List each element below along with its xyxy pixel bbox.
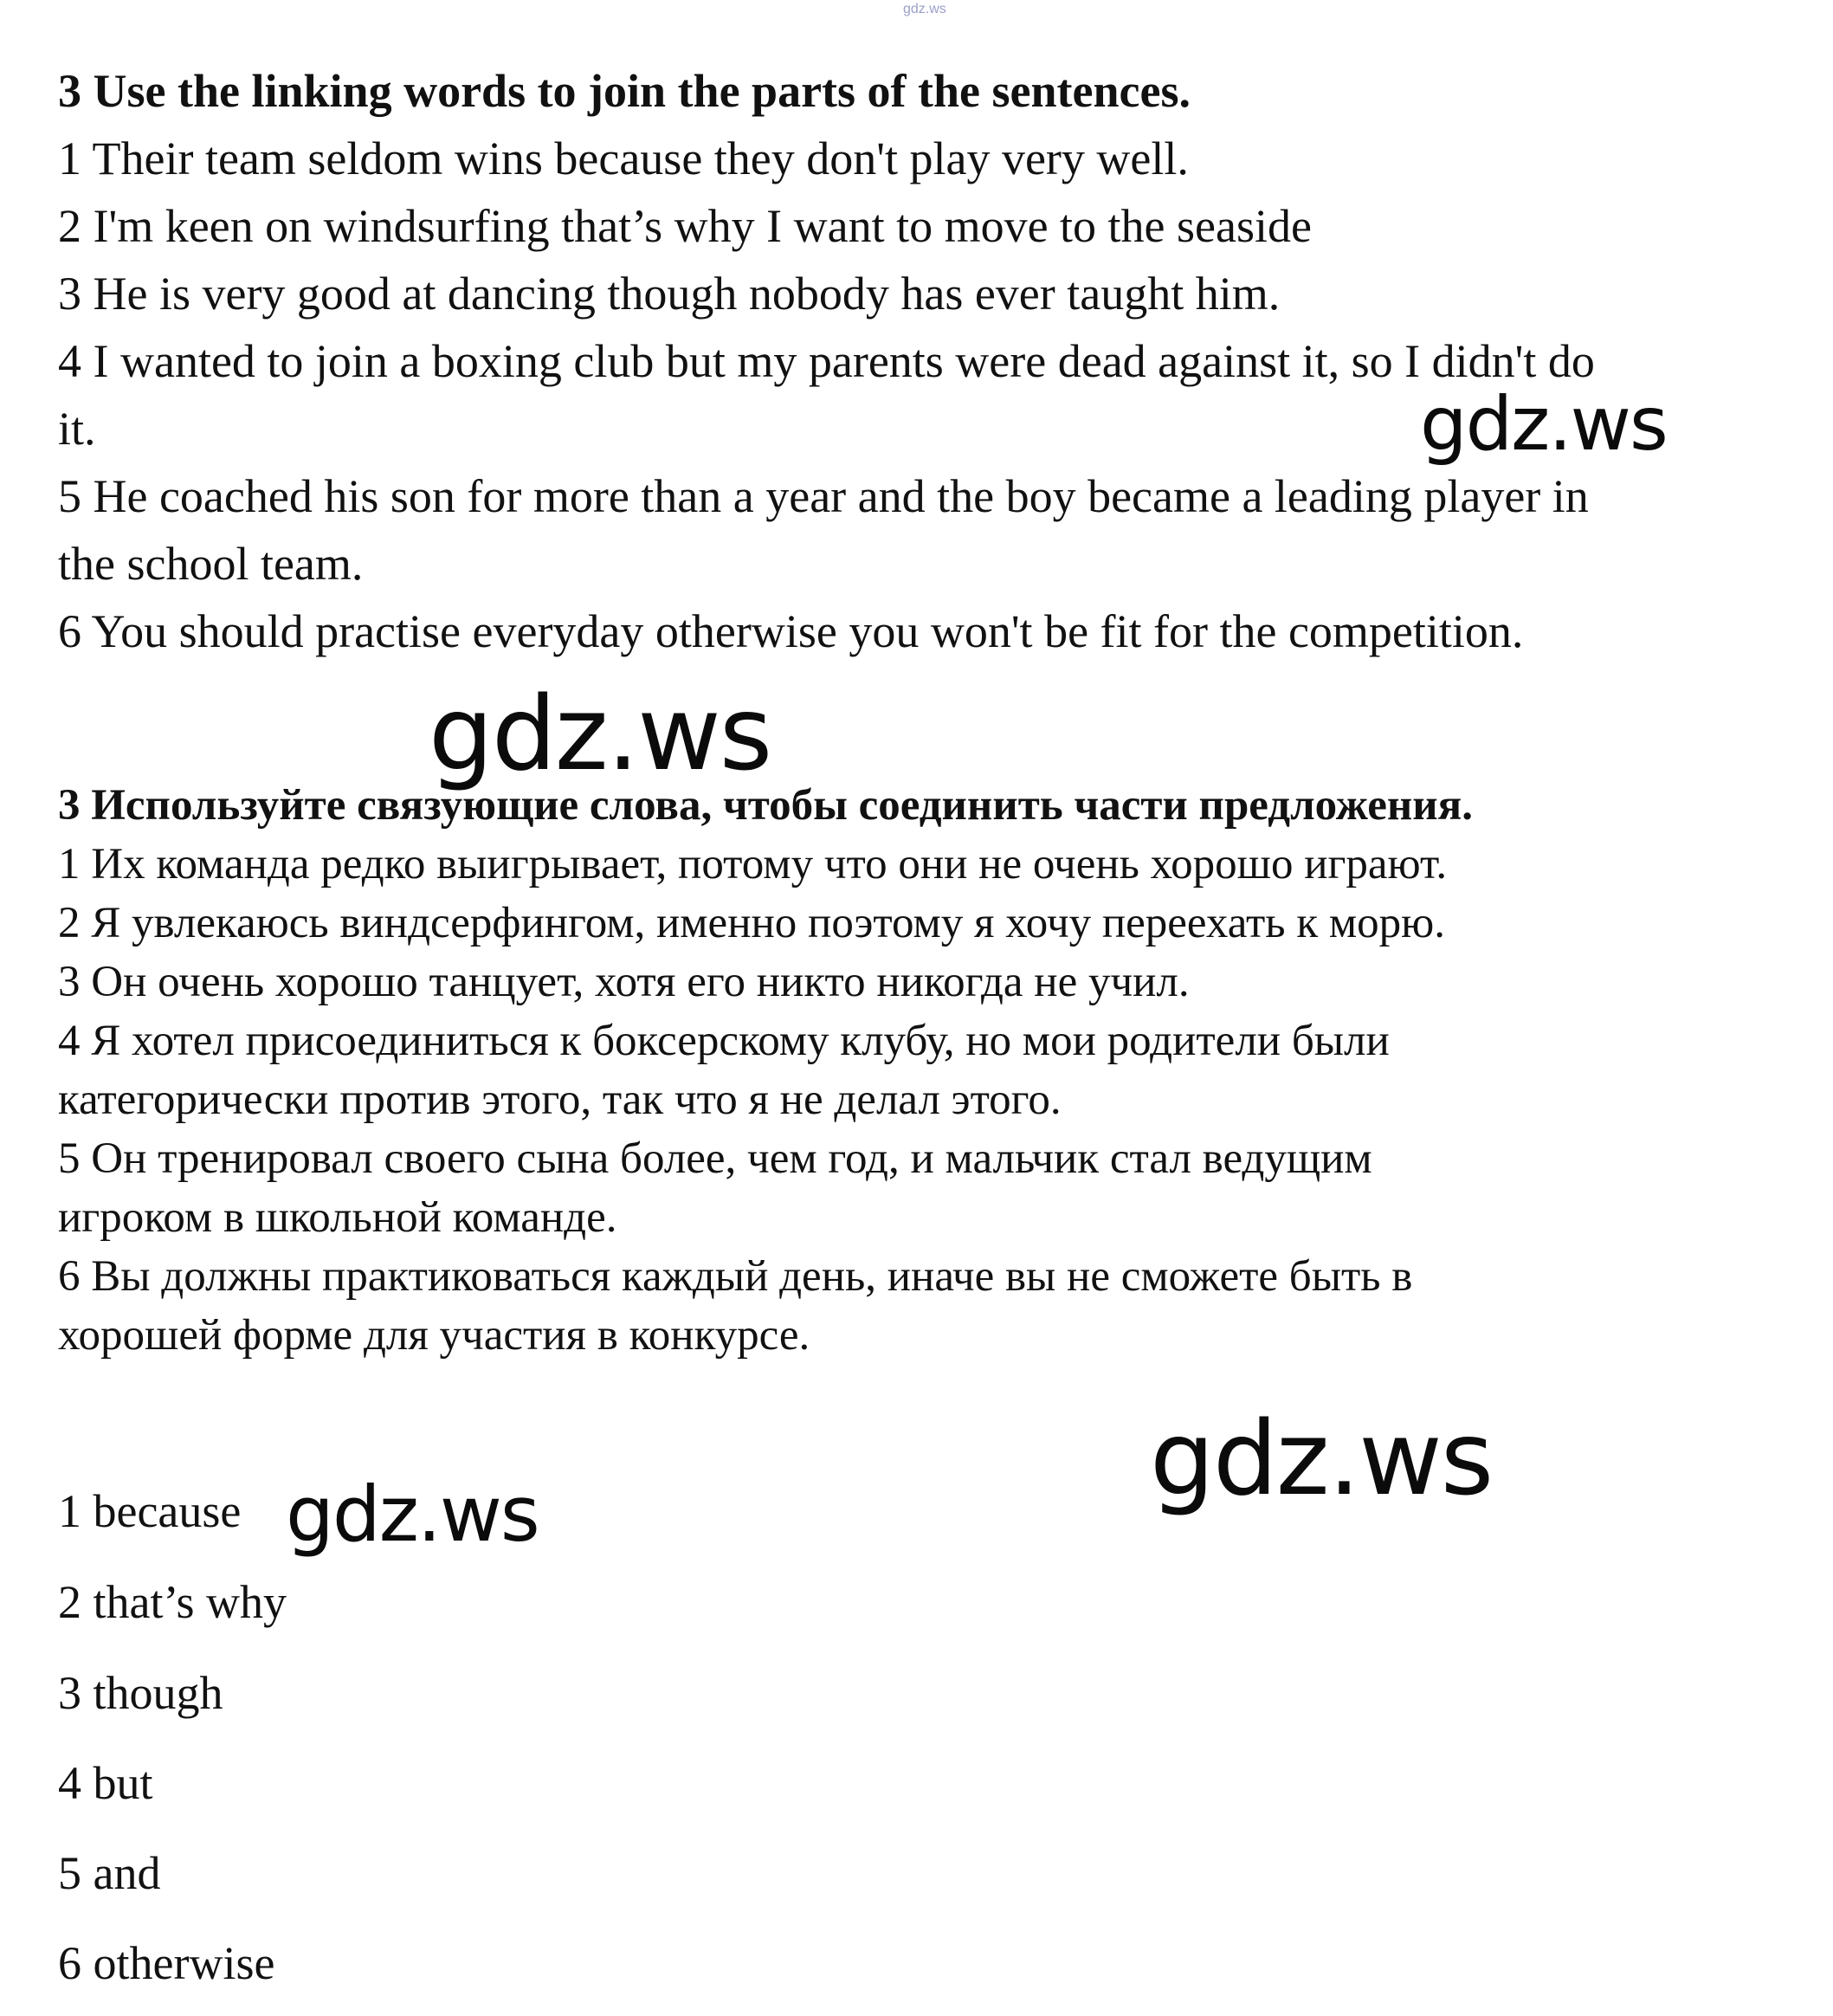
russian-line: 1 Их команда редко выигрывает, потому что они не очень хорошо играют. (58, 840, 1448, 888)
top-watermark: gdz.ws (903, 2, 946, 16)
english-line: the school team. (58, 538, 364, 590)
english-line: 1 Their team seldom wins because they don't play very well. (58, 132, 1189, 184)
answer-item: 3 though (58, 1667, 223, 1719)
watermark: gdz.ws (429, 674, 771, 793)
watermark: gdz.ws (1420, 381, 1667, 468)
english-line: 4 I wanted to join a boxing club but my parents were dead against it, so I didn't do (58, 335, 1595, 387)
answer-item: 2 that’s why (58, 1576, 287, 1628)
russian-task-title: 3 Используйте связующие слова, чтобы соединить части предложения. (58, 781, 1473, 830)
watermark: gdz.ws (286, 1470, 539, 1559)
russian-line: 5 Он тренировал своего сына более, чем год, и мальчик стал ведущим (58, 1134, 1372, 1183)
watermark: gdz.ws (1150, 1399, 1493, 1518)
english-line: 5 He coached his son for more than a year and the boy became a leading player in (58, 470, 1589, 522)
english-line: it. (58, 403, 96, 455)
russian-line: 6 Вы должны практиковаться каждый день, иначе вы не сможете быть в (58, 1252, 1413, 1301)
russian-line: 2 Я увлекаюсь виндсерфингом, именно поэтому я хочу переехать к морю. (58, 899, 1445, 947)
answer-item: 5 and (58, 1847, 161, 1899)
russian-line: 3 Он очень хорошо танцует, хотя его никто никогда не учил. (58, 958, 1190, 1006)
answer-item: 6 otherwise (58, 1937, 275, 1989)
english-line: 3 He is very good at dancing though nobody has ever taught him. (58, 268, 1281, 320)
english-line: 2 I'm keen on windsurfing that’s why I want to move to the seaside (58, 200, 1312, 252)
english-task-title: 3 Use the linking words to join the parts of the sentences. (58, 65, 1191, 117)
russian-line: игроком в школьной команде. (58, 1193, 617, 1242)
english-line: 6 You should practise everyday otherwise you won't be fit for the competition. (58, 605, 1524, 657)
russian-line: хорошей форме для участия в конкурсе. (58, 1311, 810, 1360)
russian-line: категорически против этого, так что я не делал этого. (58, 1076, 1062, 1124)
russian-line: 4 Я хотел присоединиться к боксерскому клубу, но мои родители были (58, 1017, 1390, 1065)
answer-item: 1 because (58, 1485, 242, 1537)
answer-item: 4 but (58, 1757, 153, 1809)
